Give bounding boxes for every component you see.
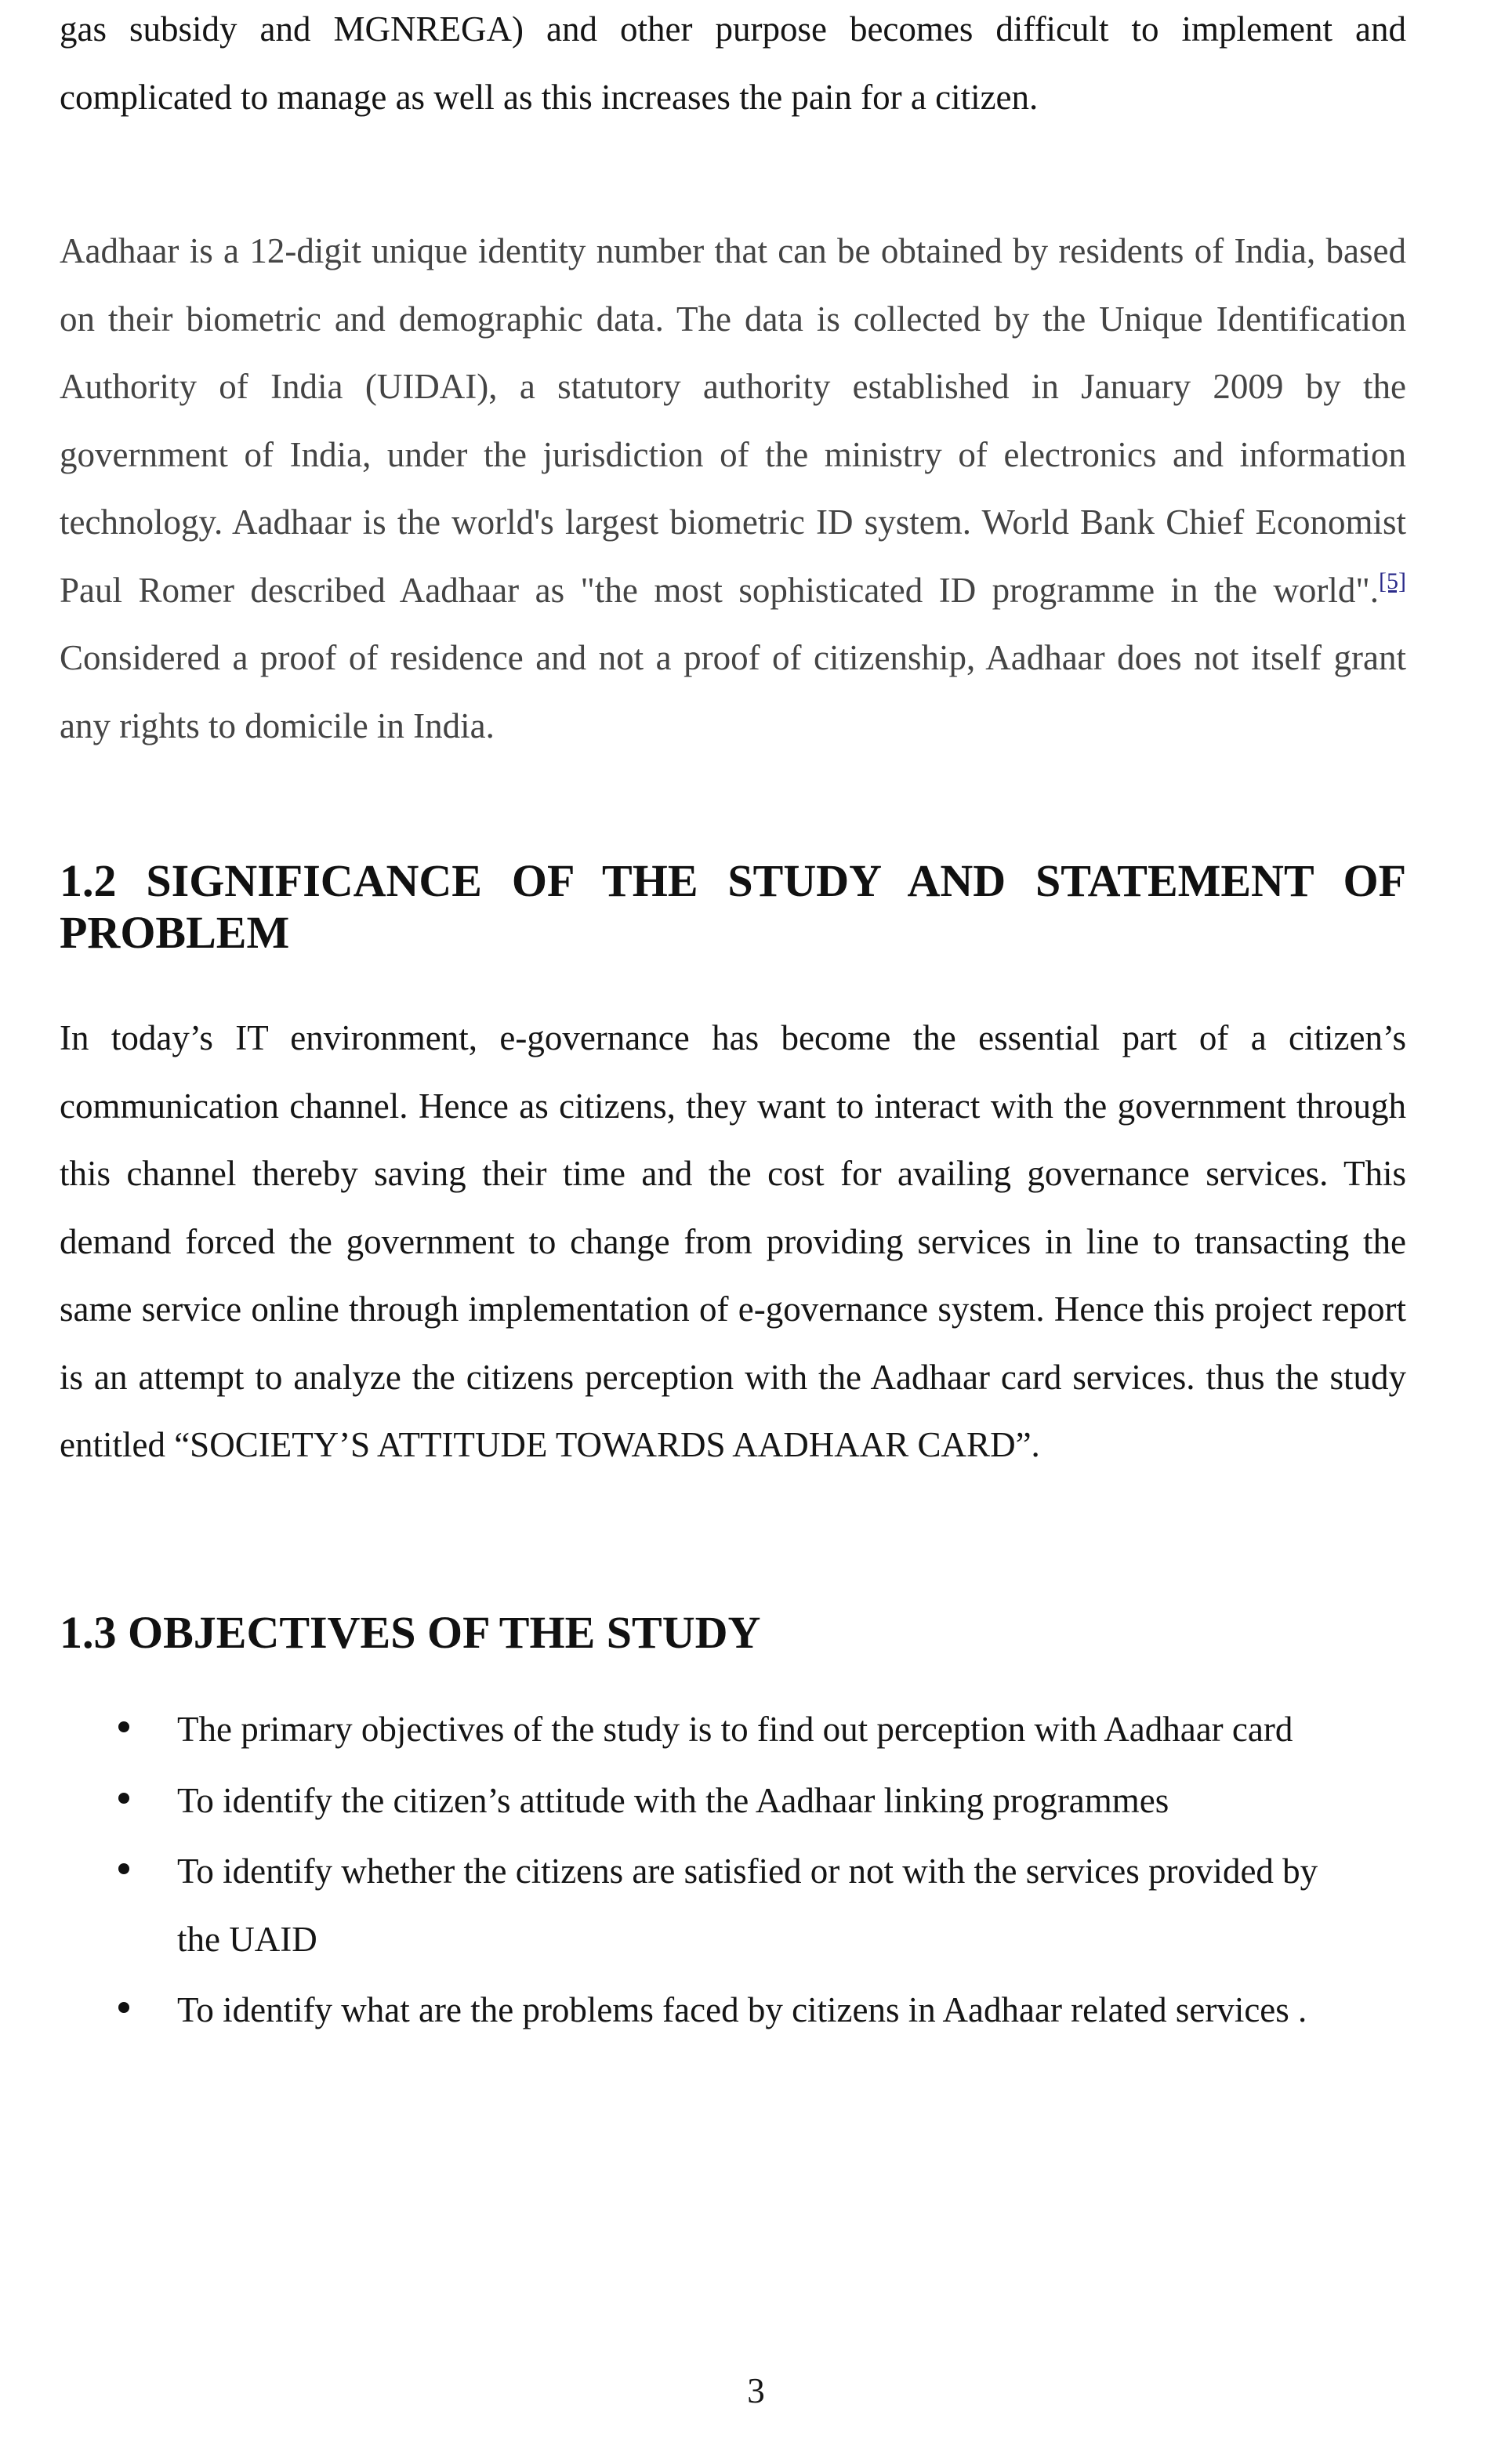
objective-text: To identify the citizen’s attitude with the Aadhaar linking programmes <box>177 1780 1169 1820</box>
intro-tail-paragraph: gas subsidy and MGNREGA) and other purpose becomes difficult to implement and complicated to manage as well as this increases the pain for a citizen. <box>60 9 1406 117</box>
section-1-2-heading <box>60 855 1406 959</box>
objective-item <box>0 1696 1369 1764</box>
objective-item <box>0 1976 1369 2044</box>
objective-item <box>0 1767 1369 1835</box>
objective-text: The primary objectives of the study is to find out perception with Aadhaar card <box>177 1710 1293 1749</box>
objective-item <box>0 1837 1369 1973</box>
aadhaar-description-text: Aadhaar is a 12-digit unique identity number that can be obtained by residents of India, based on their biometric and demographic data. The data is collected by the Unique Identification Authority of India (UIDAI), a statutory authority established in January 2009 by the government of India, under the jurisdiction of the ministry of electronics and information technology. Aadhaar is the world's largest biometric ID system. World Bank Chief Economist Paul Romer described Aadhaar as "the most sophisticated ID programme in the world". <box>60 231 1406 610</box>
aadhaar-description-text-continued: Considered a proof of residence and not a proof of citizenship, Aadhaar does not itself grant any rights to domicile in India. <box>60 638 1406 745</box>
section-1-3-heading: 1.3 OBJECTIVES OF THE STUDY <box>60 1607 761 1658</box>
section-1-2-heading-line1: 1.2 SIGNIFICANCE OF THE STUDY AND STATEMENT OF <box>60 855 1406 906</box>
objectives-list <box>0 1696 1512 2047</box>
page-number: 3 <box>747 2371 765 2410</box>
objective-text: To identify what are the problems faced by citizens in Aadhaar related services . <box>177 1990 1307 2029</box>
bullet-icon <box>118 1721 129 1732</box>
bullet-icon <box>118 2002 129 2013</box>
objective-text: To identify whether the citizens are satisfied or not with the services provided by the UAID <box>177 1852 1318 1959</box>
bullet-icon <box>118 1863 129 1874</box>
section-1-2-body: In today’s IT environment, e-governance has become the essential part of a citizen’s communication channel. Hence as citizens, they want to interact with the government through this channel thereby saving their time and the cost for availing governance services. This demand forced the government to change from providing services in line to transacting the same service online through implementation of e-governance system. Hence this project report is an attempt to analyze the citizens perception with the Aadhaar card services. thus the study entitled “SOCIETY’S ATTITUDE TOWARDS AADHAAR CARD”. <box>60 1018 1406 1464</box>
aadhaar-description-paragraph <box>60 217 1406 760</box>
bullet-icon <box>118 1793 129 1804</box>
citation-link-5[interactable]: [5] <box>1379 568 1406 594</box>
section-1-2-heading-line2: PROBLEM <box>60 907 290 958</box>
